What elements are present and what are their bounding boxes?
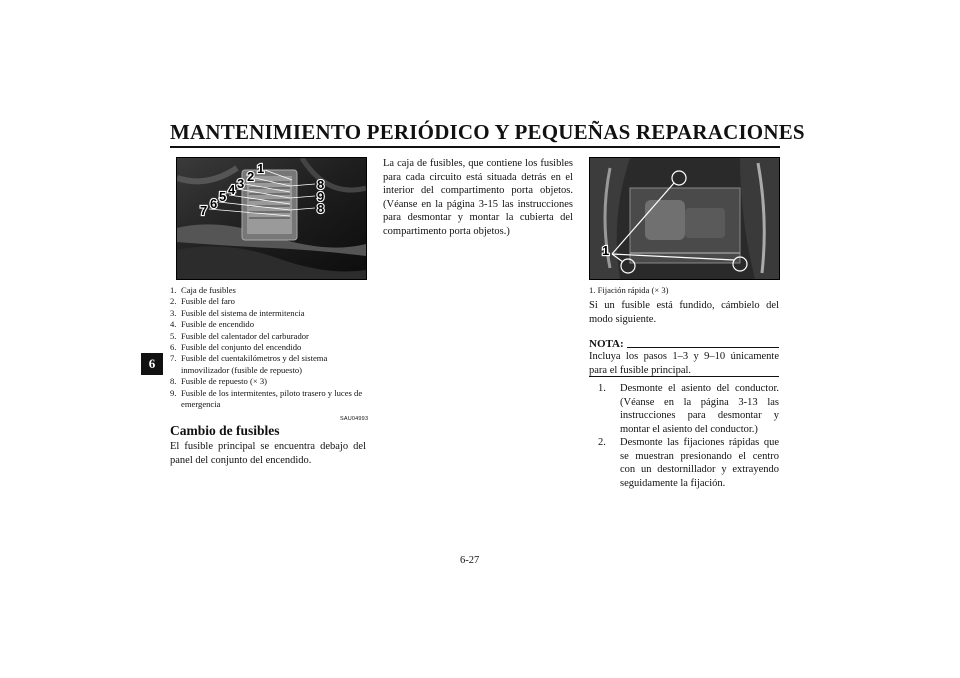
legend-item: 2. Fusible del faro <box>170 296 235 307</box>
legend-item: 3. Fusible del sistema de intermitencia <box>170 307 305 318</box>
callout-4: 4 <box>228 182 236 197</box>
fuse-box-photo <box>176 157 367 280</box>
steps-list <box>589 382 779 490</box>
legend-item: 7. Fusible del cuentakilómetros y del sistema inmovilizador (fusible de repuesto) <box>170 353 328 375</box>
callout-5: 5 <box>219 189 227 204</box>
fastener-caption: 1. Fijación rápida (× 3) <box>589 285 669 295</box>
callout-7: 7 <box>200 203 208 218</box>
legend-item: 9. Fusible de los intermitentes, piloto trasero y luces de emergencia <box>170 387 363 410</box>
paragraph-main-fuse: El fusible principal se encuentra debajo del panel del conjunto del encendido. <box>170 441 366 466</box>
fuse-legend <box>170 285 370 410</box>
legend-item: 4. Fusible de encendido <box>170 319 255 330</box>
list-item: 1. Desmonte el asiento del conductor. (Véanse en la página 3-13 las instrucciones para desmontar y montar el asiento del conductor.) <box>598 383 779 435</box>
legend-item: 5. Fusible del calentador del carburador <box>170 330 309 341</box>
callout-8a: 8 <box>317 177 325 192</box>
callout-fastener: 1 <box>602 243 610 258</box>
callout-6: 6 <box>210 196 218 211</box>
page-header <box>170 120 805 145</box>
compartment-illustration <box>590 158 779 279</box>
section-title: Cambio de fusibles <box>170 423 280 438</box>
callout-9: 9 <box>317 189 325 204</box>
nota-text: Incluya los pasos 1–3 y 9–10 únicamente para el fusible principal. <box>589 351 779 376</box>
legend-item: 6. Fusible del conjunto del encendido <box>170 342 302 353</box>
legend-item: 8. Fusible de repuesto (× 3) <box>170 376 267 387</box>
callout-1: 1 <box>257 161 265 176</box>
page-title: MANTENIMIENTO PERIÓDICO Y PEQUEÑAS REPARACIONES <box>170 120 805 144</box>
callout-2: 2 <box>247 169 255 184</box>
chapter-tab: 6 <box>141 353 163 375</box>
callout-8b: 8 <box>317 201 325 216</box>
page-number: 6-27 <box>460 555 480 566</box>
nota-bottom-rule <box>589 376 779 377</box>
legend-item: 1. Caja de fusibles <box>170 285 236 295</box>
header-rule <box>170 146 780 148</box>
nota-rule <box>627 347 779 348</box>
section-code: SAU04993 <box>340 416 369 422</box>
nota-label: NOTA: <box>589 338 624 350</box>
quick-fastener-photo <box>589 157 780 280</box>
list-item: 2. Desmonte las fijaciones rápidas que se muestran presionando el centro con un destornillador y extrayendo seguidamente la fijación. <box>598 437 779 489</box>
callout-3: 3 <box>237 176 245 191</box>
fuse-box-illustration <box>177 158 366 279</box>
paragraph-blown-fuse: Si un fusible está fundido, cámbielo del modo siguiente. <box>589 300 779 325</box>
paragraph-fuse-box: La caja de fusibles, que contiene los fusibles para cada circuito está situada detrás en el interior del compartimento porta objetos. (Véanse en la página 3-15 las instrucciones para desmontar y montar la cubierta del compartimento porta objetos.) <box>383 158 573 237</box>
